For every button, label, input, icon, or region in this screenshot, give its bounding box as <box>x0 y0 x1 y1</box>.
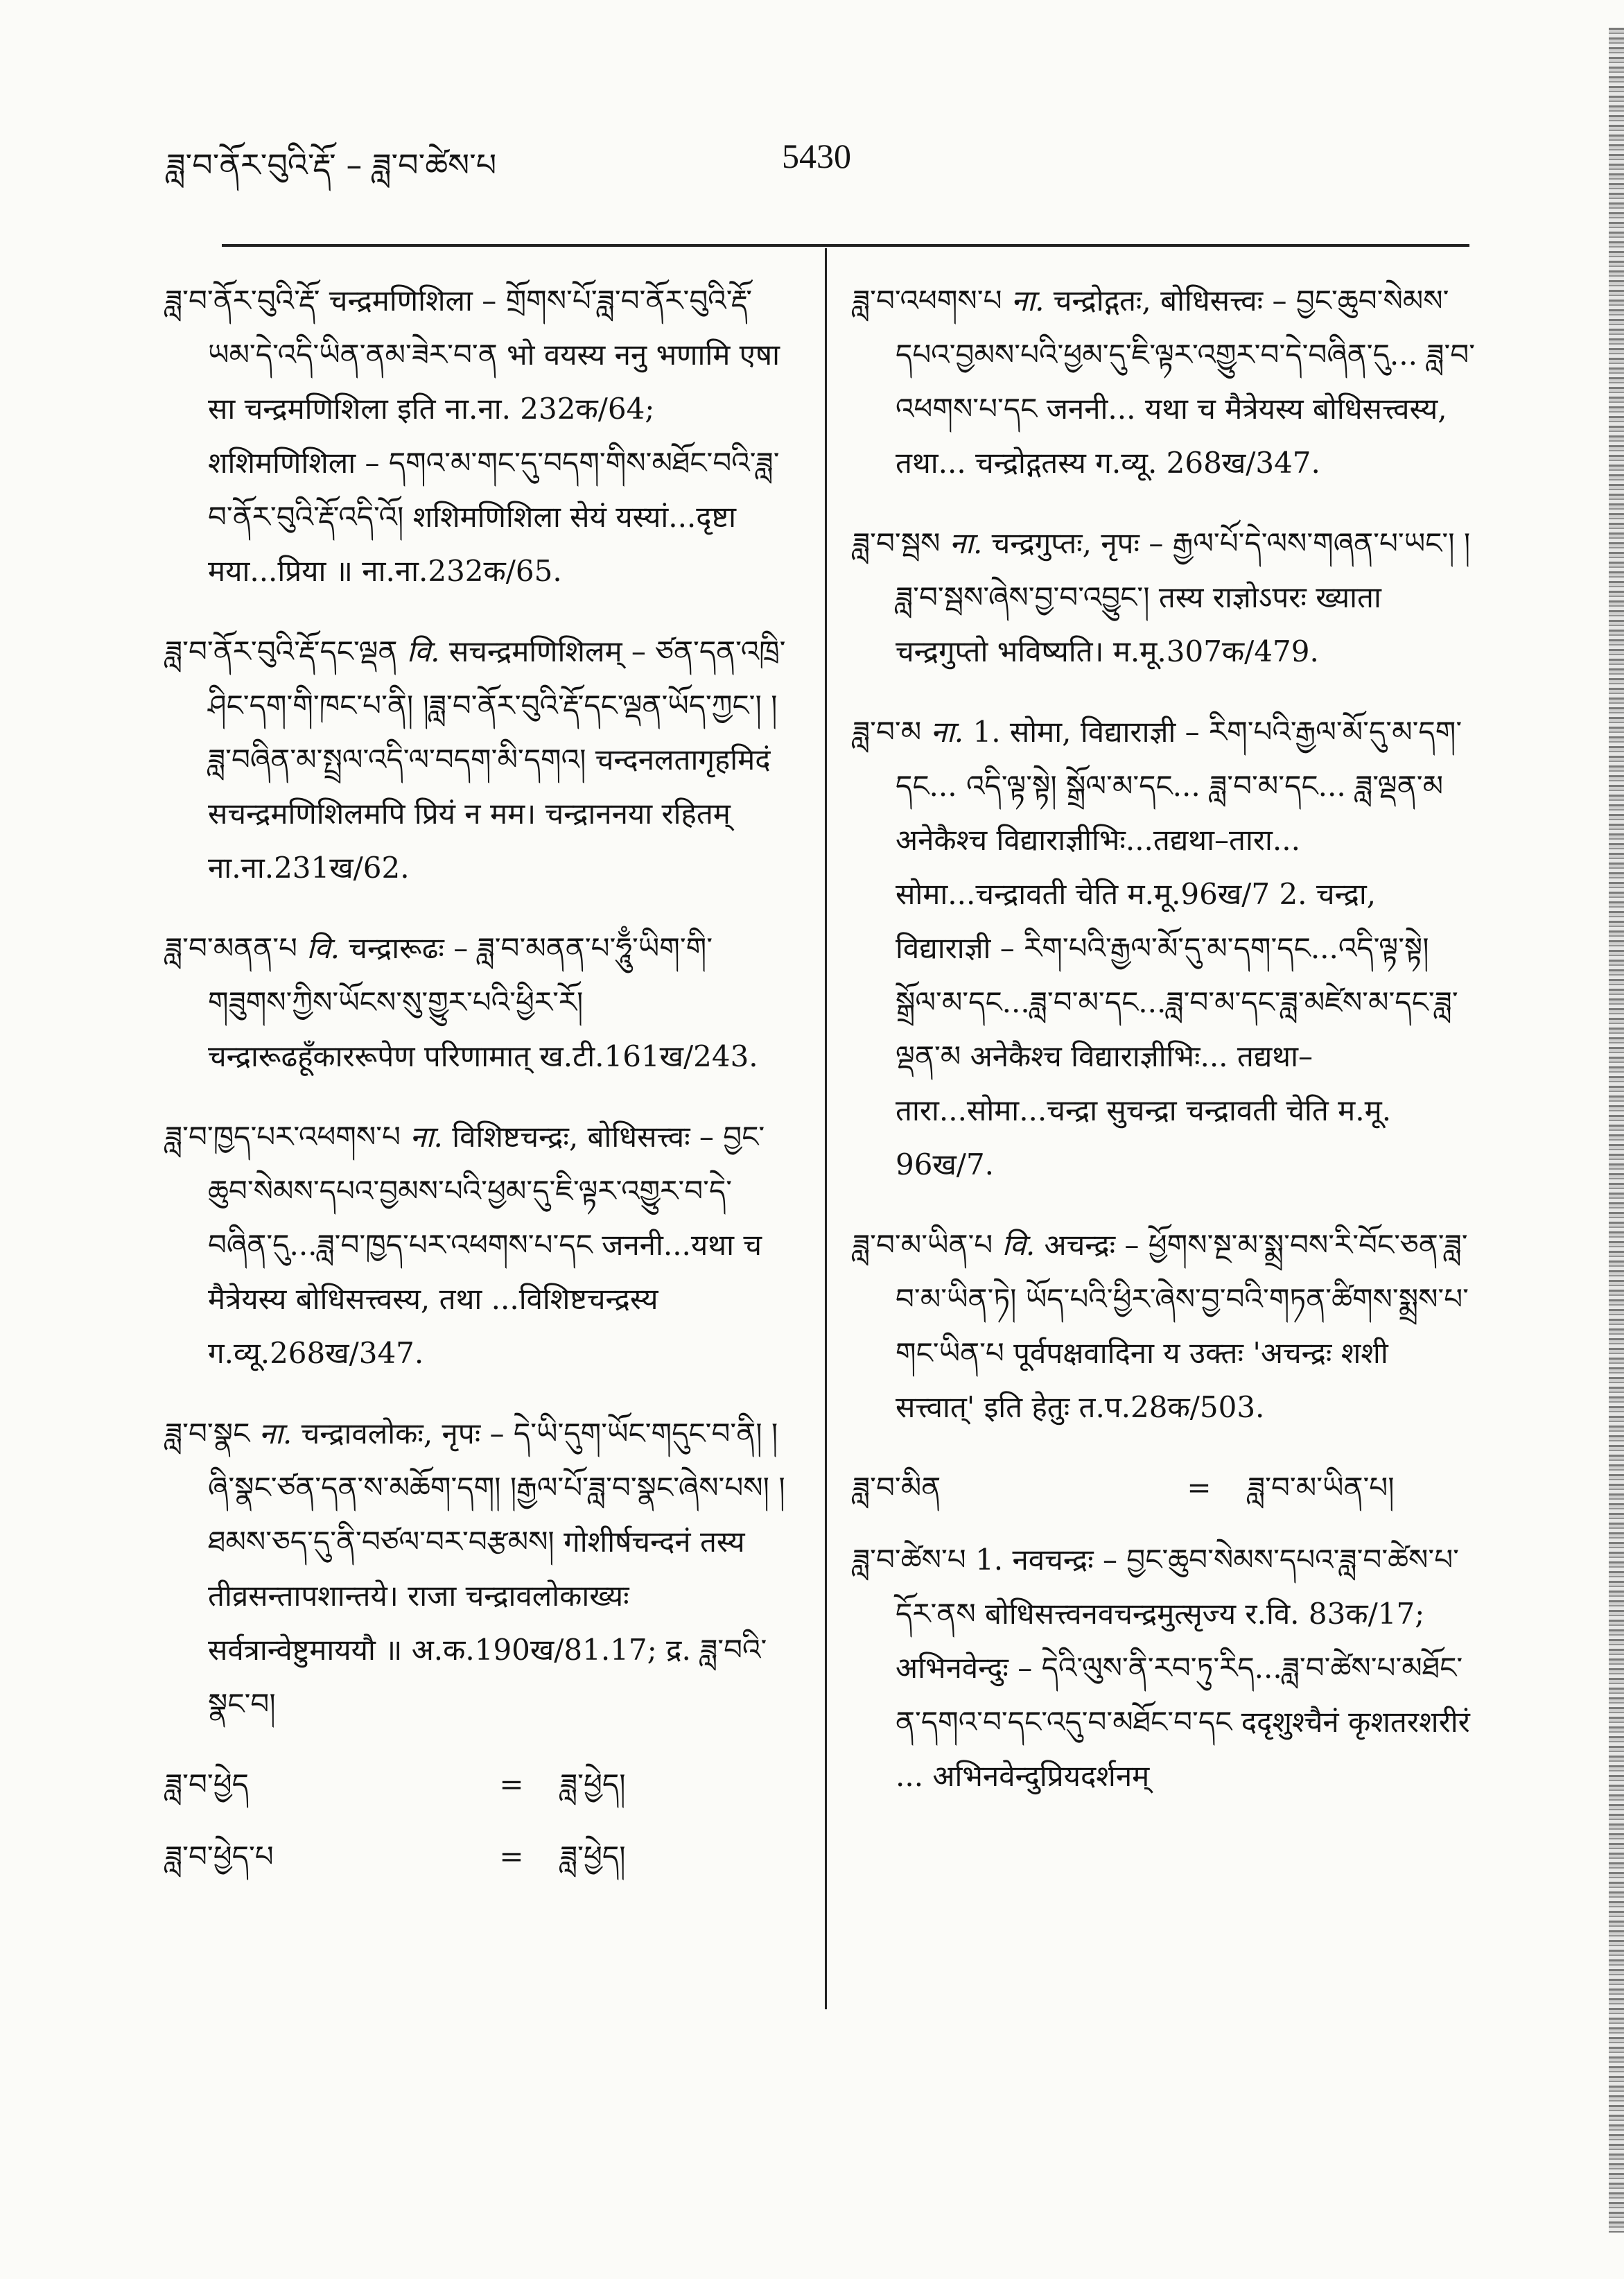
entry-text: चन्द्रावलोकः, नृपः – དེ་ཡི་དུག་ཡོང་གདུང་བ་ནི། །ཞི་སྣང་ཙན་དན་ས་མཆོག་དག། །རྒྱལ་པོ་ཟླ་བ་སྣང་ཞེས་པས། །ཐམས་ཅད་དུ་ནི་བཙལ་བར་བརྩམས། गोशीर्षचन्दनं तस्य तीव्रसन्तापशान्तये। राजा चन्द्रावलोकाख्यः सर्वत्रान्वेष्टुमाययौ ॥ अ.क.190ख/81.17; द्र. ཟླ་བའི་སྣང་བ། <box>208 1416 785 1721</box>
headword: ཟླ་བ་ཚེས་པ <box>853 1543 966 1577</box>
entry-text: चन्द्रोद्गतः, बोधिसत्त्वः – བྱང་ཆུབ་སེམས་དཔའ་བྱམས་པའི་ཕྱམ་དུ་ཇི་ལྟར་འགྱུར་བ་དེ་བཞིན་དུ... ཟླ་བ་འཕགས་པ་དང जननी... यथा च मैत्रेयस्य बोधिसत्त्वस्य, तथा... चन्द्रोद्गतस्य ग.व्यू. 268ख/347. <box>896 284 1476 480</box>
xref-target: ཟླ་ཕྱེད། <box>560 1839 626 1873</box>
equals-sign: = <box>499 1839 524 1873</box>
entry-text: अचन्द्रः – ཕྱོགས་སྔ་མ་སྨྲ་བས་རི་བོང་ཅན་ཟླ་བ་མ་ཡིན་ཏེ། ཡོད་པའི་ཕྱིར་ཞེས་བྱ་བའི་གཏན་ཚིགས་སྨྲས་པ་གང་ཡིན་པ पूर्वपक्षवादिना य उक्तः 'अचन्द्रः शशी सत्त्वात्' इति हेतुः त.प.28क/503. <box>896 1228 1469 1424</box>
entry-text: 1. सोमा, विद्याराज्ञी – རིག་པའི་རྒྱལ་མོ་དུ་མ་དག་དང... འདི་ལྟ་སྟེ། སྒྲོལ་མ་དང... ཟླ་བ་མ་དང... ཟླ་ལྡན་མ अनेकैश्च विद्याराज्ञीभिः...तद्यथा–तारा... सोमा...चन्द्रावती चेति म.मू.96ख/7 2. चन्द्रा, विद्याराज्ञी – རིག་པའི་རྒྱལ་མོ་དུ་མ་དག་དང...འདི་ལྟ་སྟེ། སྒྲོལ་མ་དང...ཟླ་བ་མ་དང...ཟླ་བ་མ་དང་ཟླ་མཛེས་མ་དང་ཟླ་ལྡན་མ अनेकैश्च विद्याराज्ञीभिः... तद्यथा–तारा...सोमा...चन्द्रा सुचन्द्रा चन्द्रावती चेति म.मू. 96ख/7. <box>896 715 1463 1181</box>
header-rule <box>222 244 1469 247</box>
headword: ཟླ་བ་སྣང <box>165 1416 250 1450</box>
dictionary-entry <box>853 1533 1476 1803</box>
dictionary-entry <box>853 1218 1476 1435</box>
dictionary-entry <box>853 517 1476 679</box>
dictionary-entry <box>165 1110 789 1380</box>
headword: ཟླ་བ་སྦས <box>853 526 941 560</box>
entry-text: चन्द्रमणिशिला – གྲོགས་པོ་ཟླ་བ་ནོར་བུའི་རྡོ་ཡམ་དེ་འདི་ཡིན་ནམ་ཟེར་བ་ན भो वयस्य ननु भणामि एषा सा चन्द्रमणिशिला इति ना.ना. 232क/64; शशिमणिशिला – དགའ་མ་གང་དུ་བདག་གིས་མཐོང་བའི་ཟླ་བ་ནོར་བུའི་རྡོ་འདི་འོ། शशिमणिशिला सेयं यस्यां...दृष्टा मया...प्रिया ॥ ना.ना.232क/65. <box>208 284 780 588</box>
xref-headword: ཟླ་བ་ཕྱེད <box>165 1767 249 1801</box>
dictionary-entry <box>853 705 1476 1192</box>
dictionary-entry <box>853 274 1476 490</box>
running-header: ཟླ་བ་ནོར་བུའི་རྡོ་ – ཟླ་བ་ཚེས་པ <box>166 146 497 184</box>
headword: ཟླ་བ་ཁྱད་པར་འཕགས་པ <box>165 1120 401 1154</box>
scan-edge <box>1609 28 1624 2233</box>
headword: ཟླ་བ་མ <box>853 715 922 749</box>
dictionary-entry <box>165 1407 789 1731</box>
headword: ཟླ་བ་ནོར་བུའི་རྡོ་དང་ལྡན <box>165 634 398 668</box>
entry-text: विशिष्टचन्द्रः, बोधिसत्त्वः – བྱང་ཆུབ་སེམས་དཔའ་བྱམས་པའི་ཕྱམ་དུ་ཇི་ལྟར་འགྱུར་བ་དེ་བཞིན་དུ...ཟླ་བ་ཁྱད་པར་འཕགས་པ་དང जननी...यथा च मैत्रेयस्य बोधिसत्त्वस्य, तथा ...विशिष्टचन्द्रस्य ग.व्यू.268ख/347. <box>208 1120 765 1370</box>
dictionary-entry <box>165 625 789 895</box>
part-of-speech: वि. <box>306 931 340 965</box>
part-of-speech: ना. <box>1011 284 1045 318</box>
entry-text: 1. नवचन्द्रः – བྱང་ཆུབ་སེམས་དཔའ་ཟླ་བ་ཚེས་པ་དོར་ནས बोधिसत्त्वनवचन्द्रमुत्सृज्य र.वि. 83क/17; अभिनवेन्दुः – དེའི་ལུས་ནི་རབ་ཏུ་རིད...ཟླ་བ་ཚེས་པ་མཐོང་ན་དགའ་བ་དང་འདུ་བ་མཐོང་བ་དང ददृशुश्चैनं कृशतरशरीरं ... अभिनवेन्दुप्रियदर्शनम् <box>896 1543 1470 1793</box>
part-of-speech: वि. <box>1002 1228 1036 1262</box>
headword: ཟླ་བ་འཕགས་པ <box>853 284 1002 318</box>
xref-target: ཟླ་བ་མ་ཡིན་པ། <box>1248 1471 1395 1505</box>
part-of-speech: ना. <box>930 715 964 749</box>
dictionary-entry <box>165 921 789 1084</box>
entry-text: सचन्द्रमणिशिलम् – ཙན་དན་འཁྲི་ཤིང་དག་གི་ཁང་པ་ནི། །ཟླ་བ་ནོར་བུའི་རྡོ་དང་ལྡན་ཡོད་ཀྱང་། །ཟླ་བཞིན་མ་སྤྲལ་འདི་ལ་བདག་མི་དགའ། चन्दनलतागृहमिदं सचन्द्रमणिशिलमपि प्रियं न मम। चन्द्राननया रहितम् ना.ना.231ख/62. <box>208 634 786 885</box>
column-divider <box>825 248 827 2009</box>
part-of-speech: ना. <box>410 1120 443 1154</box>
right-column <box>853 274 1476 1830</box>
entry-text: चन्द्रारूढः – ཟླ་བ་མནན་པ་ཧཱུྃ་ཡིག་གི་གཟུགས་ཀྱིས་ཡོངས་སུ་གྱུར་པའི་ཕྱིར་རོ། चन्द्रारूढहूँकाररूपेण परिणामात् ख.टी.161ख/243. <box>208 931 758 1073</box>
xref-headword: ཟླ་བ་ཕྱེད་པ <box>165 1839 274 1873</box>
cross-reference <box>165 1830 789 1884</box>
part-of-speech: वि. <box>406 634 440 668</box>
dictionary-entry <box>165 274 789 598</box>
left-column <box>165 274 789 1902</box>
cross-reference <box>165 1758 789 1812</box>
xref-headword: ཟླ་བ་མིན <box>853 1471 941 1505</box>
headword: ཟླ་བ་ནོར་བུའི་རྡོ་ <box>165 284 320 318</box>
xref-target: ཟླ་ཕྱེད། <box>560 1767 626 1801</box>
entry-text: चन्द्रगुप्तः, नृपः – རྒྱལ་པོ་དེ་ལས་གཞན་པ་ཡང་། །ཟླ་བ་སྦས་ཞེས་བྱ་བ་འབྱུང་། तस्य राज्ञोऽपरः ख्याता चन्द्रगुप्तो भविष्यति। म.मू.307क/479. <box>896 526 1471 668</box>
part-of-speech: ना. <box>949 526 983 560</box>
page-number: 5430 <box>782 137 851 175</box>
equals-sign: = <box>499 1767 524 1801</box>
headword: ཟླ་བ་མ་ཡིན་པ <box>853 1228 993 1262</box>
headword: ཟླ་བ་མནན་པ <box>165 931 297 965</box>
cross-reference <box>853 1461 1476 1515</box>
equals-sign: = <box>1187 1471 1212 1505</box>
part-of-speech: ना. <box>259 1416 293 1450</box>
